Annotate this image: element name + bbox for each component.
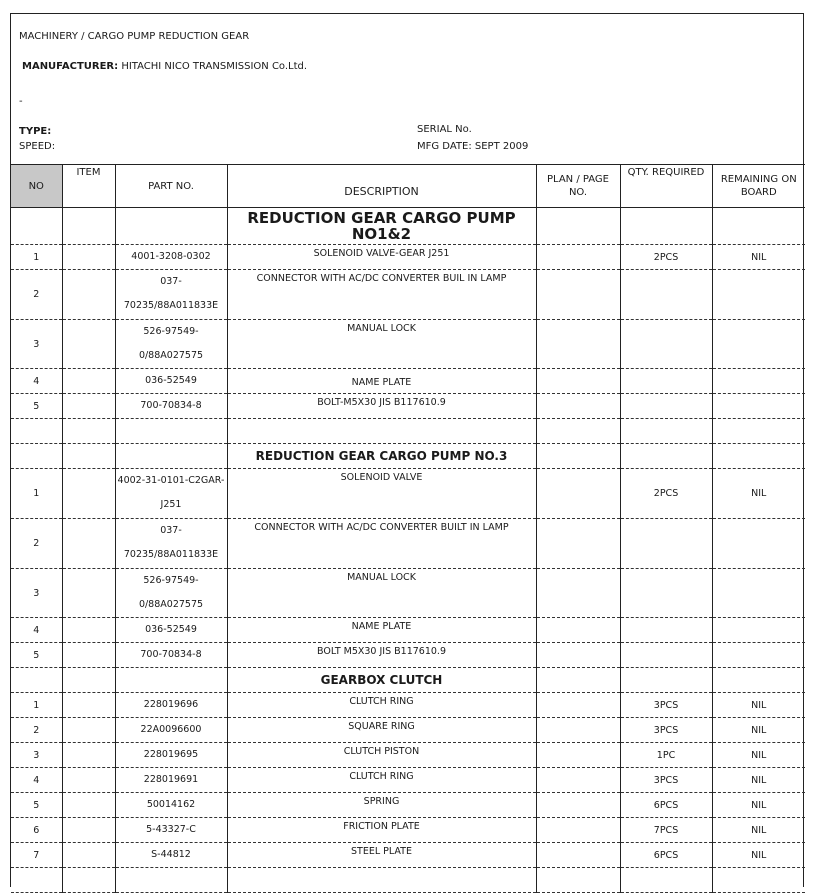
cell-part-no: 5-43327-C (115, 818, 227, 843)
cell-no: 4 (11, 768, 62, 793)
cell-qty-required (620, 618, 712, 643)
cell-part-no: 228019695 (115, 743, 227, 768)
cell-plan-page (536, 768, 620, 793)
cell-remaining (712, 569, 805, 618)
cell-remaining (712, 444, 805, 469)
cell-remaining: NIL (712, 843, 805, 868)
cell-description: NAME PLATE (227, 618, 536, 643)
speed-label: SPEED: (19, 141, 56, 152)
cell-qty-required (620, 668, 712, 693)
cell-qty-required (620, 270, 712, 320)
cell-no: 3 (11, 320, 62, 369)
cell-no: 5 (11, 793, 62, 818)
cell-qty-required (620, 419, 712, 444)
cell-item (62, 469, 115, 519)
cell-item (62, 618, 115, 643)
serial-label: SERIAL No. (417, 124, 472, 135)
cell-part-no (115, 419, 227, 444)
cell-part-no: 036-52549 (115, 618, 227, 643)
cell-description: GEARBOX CLUTCH (227, 668, 536, 693)
table-row (11, 768, 805, 793)
cell-part-no: 036-52549 (115, 369, 227, 394)
cell-remaining: NIL (712, 693, 805, 718)
cell-remaining (712, 419, 805, 444)
cell-item (62, 320, 115, 369)
cell-no: 6 (11, 818, 62, 843)
dash-mark: - (19, 96, 23, 107)
col-header-part-no: PART NO. (115, 165, 227, 208)
cell-qty-required (620, 643, 712, 668)
cell-remaining (712, 369, 805, 394)
table-row (11, 793, 805, 818)
cell-item (62, 668, 115, 693)
cell-no: 3 (11, 569, 62, 618)
cell-qty-required: 3PCS (620, 693, 712, 718)
cell-item (62, 519, 115, 569)
cell-no: 2 (11, 270, 62, 320)
cell-remaining: NIL (712, 245, 805, 270)
cell-remaining: NIL (712, 818, 805, 843)
cell-qty-required: 1PC (620, 743, 712, 768)
col-header-qty-required: QTY. REQUIRED (620, 165, 712, 208)
table-row (11, 320, 805, 369)
table-row (11, 270, 805, 320)
cell-qty-required (620, 369, 712, 394)
cell-description: CLUTCH RING (227, 693, 536, 718)
table-row (11, 868, 805, 893)
cell-plan-page (536, 245, 620, 270)
manufacturer-label: MANUFACTURER: (22, 61, 119, 72)
cell-qty-required (620, 868, 712, 893)
table-row (11, 843, 805, 868)
cell-part-no: 700-70834-8 (115, 394, 227, 419)
cell-description: SPRING (227, 793, 536, 818)
cell-description: BOLT M5X30 JIS B117610.9 (227, 643, 536, 668)
cell-part-no: S-44812 (115, 843, 227, 868)
cell-part-no: 700-70834-8 (115, 643, 227, 668)
cell-item (62, 768, 115, 793)
cell-item (62, 718, 115, 743)
cell-no: 1 (11, 245, 62, 270)
manufacturer-value: HITACHI NICO TRANSMISSION Co.Ltd. (121, 61, 308, 72)
cell-remaining: NIL (712, 469, 805, 519)
cell-plan-page (536, 320, 620, 369)
table-row (11, 519, 805, 569)
cell-remaining: NIL (712, 793, 805, 818)
cell-remaining (712, 643, 805, 668)
table-row (11, 618, 805, 643)
cell-qty-required: 6PCS (620, 843, 712, 868)
cell-plan-page (536, 569, 620, 618)
cell-no (11, 419, 62, 444)
cell-qty-required (620, 519, 712, 569)
cell-no (11, 868, 62, 893)
cell-remaining (712, 618, 805, 643)
col-header-item: ITEM (62, 165, 115, 208)
cell-qty-required: 3PCS (620, 718, 712, 743)
cell-item (62, 843, 115, 868)
table-row (11, 818, 805, 843)
cell-plan-page (536, 519, 620, 569)
cell-item (62, 569, 115, 618)
cell-description: REDUCTION GEAR CARGO PUMP NO1&2 (227, 208, 536, 245)
cell-description: SQUARE RING (227, 718, 536, 743)
cell-plan-page (536, 743, 620, 768)
cell-plan-page (536, 793, 620, 818)
cell-no (11, 444, 62, 469)
cell-plan-page (536, 868, 620, 893)
table-row (11, 469, 805, 519)
table-row (11, 643, 805, 668)
cell-plan-page (536, 643, 620, 668)
cell-description: BOLT-M5X30 JIS B117610.9 (227, 394, 536, 419)
cell-plan-page (536, 843, 620, 868)
cell-part-no: 4001-3208-0302 (115, 245, 227, 270)
table-row (11, 394, 805, 419)
cell-plan-page (536, 668, 620, 693)
cell-description: CONNECTOR WITH AC/DC CONVERTER BUIL IN LAMP (227, 270, 536, 320)
cell-no (11, 668, 62, 693)
cell-no: 5 (11, 643, 62, 668)
cell-plan-page (536, 618, 620, 643)
table-row (11, 743, 805, 768)
col-header-remaining: REMAINING ON BOARD (712, 165, 805, 208)
cell-remaining: NIL (712, 743, 805, 768)
table-row (11, 419, 805, 444)
cell-description: NAME PLATE (227, 369, 536, 394)
cell-qty-required (620, 320, 712, 369)
cell-qty-required: 7PCS (620, 818, 712, 843)
cell-part-no: 4002-31-0101-C2GAR-J251 (115, 469, 227, 519)
col-header-no: NO (11, 165, 62, 208)
cell-description: SOLENOID VALVE-GEAR J251 (227, 245, 536, 270)
table-row (11, 569, 805, 618)
cell-remaining (712, 270, 805, 320)
cell-plan-page (536, 444, 620, 469)
cell-no: 4 (11, 369, 62, 394)
cell-remaining (712, 668, 805, 693)
cell-part-no (115, 444, 227, 469)
table-body (11, 208, 805, 893)
cell-description (227, 868, 536, 893)
cell-description: CLUTCH RING (227, 768, 536, 793)
cell-no: 1 (11, 693, 62, 718)
table-header-row (11, 165, 805, 208)
cell-item (62, 868, 115, 893)
type-label: TYPE: (19, 126, 52, 137)
cell-description: MANUAL LOCK (227, 569, 536, 618)
cell-no: 1 (11, 469, 62, 519)
cell-part-no: 037-70235/88A011833E (115, 519, 227, 569)
cell-part-no: 526-97549-0/88A027575 (115, 569, 227, 618)
cell-no: 2 (11, 519, 62, 569)
cell-item (62, 818, 115, 843)
table-row (11, 245, 805, 270)
cell-plan-page (536, 208, 620, 245)
cell-item (62, 270, 115, 320)
cell-part-no: 228019691 (115, 768, 227, 793)
cell-description: SOLENOID VALVE (227, 469, 536, 519)
cell-item (62, 743, 115, 768)
cell-description: STEEL PLATE (227, 843, 536, 868)
cell-no (11, 208, 62, 245)
table-row (11, 369, 805, 394)
cell-qty-required: 2PCS (620, 245, 712, 270)
cell-qty-required: 6PCS (620, 793, 712, 818)
cell-no: 3 (11, 743, 62, 768)
table-row (11, 693, 805, 718)
cell-remaining (712, 519, 805, 569)
cell-part-no: 50014162 (115, 793, 227, 818)
cell-qty-required (620, 208, 712, 245)
cell-description (227, 419, 536, 444)
cell-no: 5 (11, 394, 62, 419)
cell-description: FRICTION PLATE (227, 818, 536, 843)
cell-item (62, 394, 115, 419)
cell-plan-page (536, 394, 620, 419)
cell-no: 4 (11, 618, 62, 643)
cell-plan-page (536, 369, 620, 394)
cell-description: CONNECTOR WITH AC/DC CONVERTER BUILT IN LAMP (227, 519, 536, 569)
cell-plan-page (536, 693, 620, 718)
cell-plan-page (536, 818, 620, 843)
cell-item (62, 208, 115, 245)
cell-part-no: 037-70235/88A011833E (115, 270, 227, 320)
cell-part-no: 228019696 (115, 693, 227, 718)
cell-qty-required (620, 569, 712, 618)
cell-plan-page (536, 718, 620, 743)
cell-item (62, 693, 115, 718)
manufacturer-line (22, 61, 307, 72)
cell-item (62, 245, 115, 270)
cell-item (62, 793, 115, 818)
cell-plan-page (536, 469, 620, 519)
cell-item (62, 369, 115, 394)
cell-qty-required (620, 444, 712, 469)
section-header-row (11, 444, 805, 469)
cell-no: 2 (11, 718, 62, 743)
cell-description: CLUTCH PISTON (227, 743, 536, 768)
cell-qty-required: 3PCS (620, 768, 712, 793)
cell-remaining (712, 320, 805, 369)
cell-remaining (712, 868, 805, 893)
cell-part-no: 526-97549-0/88A027575 (115, 320, 227, 369)
cell-remaining: NIL (712, 718, 805, 743)
section-header-row (11, 668, 805, 693)
cell-item (62, 444, 115, 469)
table-row (11, 718, 805, 743)
cell-description: MANUAL LOCK (227, 320, 536, 369)
spare-parts-sheet (10, 13, 804, 887)
cell-part-no (115, 868, 227, 893)
cell-description: REDUCTION GEAR CARGO PUMP NO.3 (227, 444, 536, 469)
cell-plan-page (536, 419, 620, 444)
parts-table (11, 164, 805, 893)
cell-remaining (712, 208, 805, 245)
category-title: MACHINERY / CARGO PUMP REDUCTION GEAR (19, 31, 250, 42)
cell-qty-required (620, 394, 712, 419)
cell-qty-required: 2PCS (620, 469, 712, 519)
mfg-date: MFG DATE: SEPT 2009 (417, 141, 529, 152)
cell-remaining (712, 394, 805, 419)
col-header-plan-page: PLAN / PAGE NO. (536, 165, 620, 208)
cell-item (62, 419, 115, 444)
cell-part-no (115, 208, 227, 245)
section-header-row (11, 208, 805, 245)
cell-part-no: 22A0096600 (115, 718, 227, 743)
cell-part-no (115, 668, 227, 693)
cell-item (62, 643, 115, 668)
col-header-description: DESCRIPTION (227, 165, 536, 208)
cell-no: 7 (11, 843, 62, 868)
cell-plan-page (536, 270, 620, 320)
cell-remaining: NIL (712, 768, 805, 793)
